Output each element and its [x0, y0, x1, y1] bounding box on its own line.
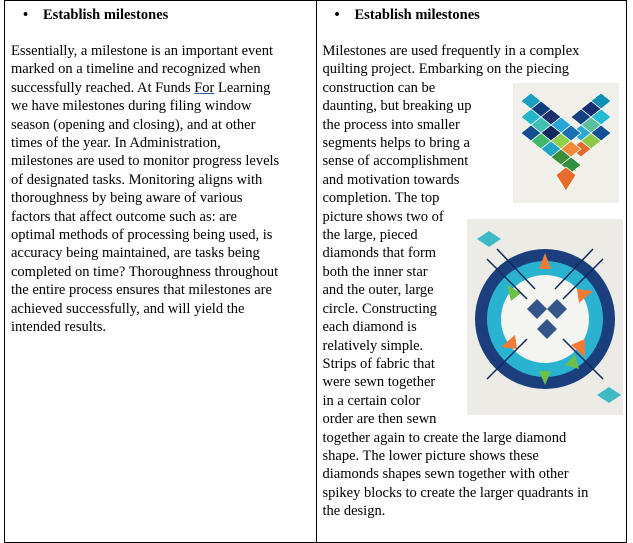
right-line: segments helps to bring a [322, 135, 470, 152]
left-line: of designated tasks. Monitoring aligns with [11, 171, 263, 188]
right-line: each diamond is [322, 319, 417, 336]
left-line-with-link [11, 79, 311, 97]
quilt-circle-photo [467, 219, 623, 415]
left-line: achieved successfully, and will yield the [11, 300, 245, 317]
for-link[interactable]: For [194, 79, 215, 96]
right-heading-text: Establish milestones [354, 7, 480, 23]
left-line: the entire process ensures that milestones are [11, 282, 272, 299]
right-line: quilting project. Embarking on the piecing [322, 61, 569, 78]
quilt-chevron-illustration [513, 83, 619, 203]
right-line: in a certain color [322, 392, 421, 409]
left-line: thoroughness by being aware of various [11, 190, 243, 207]
left-line: accuracy being maintained, are tasks being [11, 245, 260, 262]
right-line: picture shows two of [322, 208, 444, 225]
right-line: order are then sewn [322, 411, 437, 428]
bullet-icon: • [334, 7, 340, 23]
right-line: Strips of fabric that [322, 355, 435, 372]
left-line-tail: Learning [214, 79, 271, 96]
right-line: shape. The lower picture shows these [322, 447, 539, 464]
left-line-text: successfully reached. At Funds [11, 79, 195, 96]
right-heading [335, 6, 480, 24]
left-heading-text: Establish milestones [43, 7, 169, 23]
left-line: intended results. [11, 319, 107, 336]
left-line: we have milestones during filing window [11, 98, 252, 115]
left-line: season (opening and closing), and at other [11, 116, 256, 133]
right-line: were sewn together [322, 374, 436, 391]
left-line: Essentially, a milestone is an important event [11, 43, 274, 59]
right-line: the process into smaller [322, 116, 460, 133]
right-cell [316, 1, 627, 543]
right-line: Milestones are used frequently in a complex [322, 43, 580, 59]
right-line: sense of accomplishment [322, 153, 469, 170]
left-line: milestones are used to monitor progress levels [11, 153, 280, 170]
right-line: the design. [322, 503, 386, 520]
right-line: daunting, but breaking up [322, 98, 472, 115]
left-line: factors that affect outcome such as: are [11, 208, 237, 225]
right-line: completion. The top [322, 190, 440, 207]
right-line: diamonds that form [322, 245, 437, 262]
quilt-circle-illustration [467, 219, 623, 415]
left-line: marked on a timeline and recognized when [11, 61, 261, 78]
left-heading [23, 6, 168, 24]
right-line: together again to create the large diamond [322, 429, 567, 446]
document-table [4, 0, 627, 543]
left-paragraph [11, 42, 311, 337]
right-line: relatively simple. [322, 337, 424, 354]
left-line: times of the year. In Administration, [11, 135, 221, 152]
right-line: both the inner star [322, 263, 428, 280]
quilt-chevron-photo [513, 83, 619, 203]
right-line: circle. Constructing [322, 300, 437, 317]
left-cell [5, 1, 317, 543]
left-line: completed on time? Thoroughness throughout [11, 263, 279, 280]
right-line: spikey blocks to create the larger quadrants in [322, 484, 589, 501]
right-line: the large, pieced [322, 227, 418, 244]
bullet-icon: • [23, 7, 29, 23]
right-line: construction can be [322, 79, 436, 96]
right-line: diamonds shapes sewn together with other [322, 466, 569, 483]
right-line: and the outer, large [322, 282, 434, 299]
right-line: and motivation towards [322, 171, 460, 188]
left-line: optimal methods of processing being used, is [11, 227, 273, 244]
